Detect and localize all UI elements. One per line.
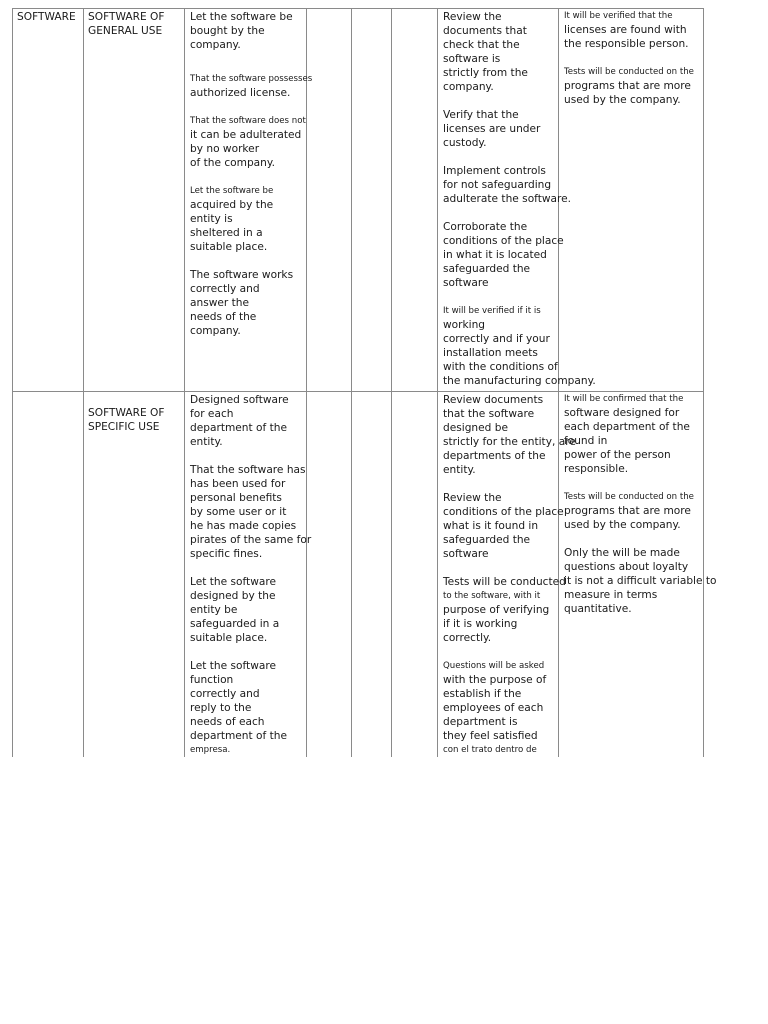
text-line: questions about loyalty (564, 561, 689, 573)
row1-category-cell (17, 10, 76, 24)
text-line: power of the person (564, 449, 671, 461)
column-divider (391, 8, 392, 757)
text-line: departments of the (443, 450, 546, 462)
row1-type-cell (88, 10, 164, 38)
text-line: company. (190, 39, 241, 51)
text-line: establish if the (443, 688, 522, 700)
text-line: designed be (443, 422, 508, 434)
row2-procedures-cell (443, 393, 576, 757)
text-line: It will be verified if it is (443, 306, 541, 316)
text-line: used by the company. (564, 94, 681, 106)
text-line: by some user or it (190, 506, 287, 518)
text-line: answer the (190, 297, 250, 309)
text-line: safeguarded the (443, 263, 531, 275)
text-line: Review the (443, 11, 502, 23)
text-line: correctly. (443, 632, 492, 644)
row1-objectives-cell (190, 10, 312, 338)
column-divider (437, 8, 438, 757)
text-line: what is it found in (443, 520, 539, 532)
text-line: Designed software (190, 394, 289, 406)
text-line: software designed for (564, 407, 680, 419)
text-line: found in (564, 435, 608, 447)
text-line: strictly from the (443, 67, 528, 79)
text-line: measure in terms (564, 589, 658, 601)
text-line: needs of the (190, 311, 257, 323)
text-line: department of the (190, 730, 288, 742)
text-line: department is (443, 716, 518, 728)
text-line: function (190, 674, 234, 686)
text-line: specific fines. (190, 548, 263, 560)
text-line: custody. (443, 137, 487, 149)
type-label-line: SOFTWARE OF (88, 11, 165, 23)
text-line: department of the (190, 422, 288, 434)
text-line: suitable place. (190, 241, 268, 253)
text-line: company. (443, 81, 494, 93)
text-line: personal benefits (190, 492, 282, 504)
row2-objectives-cell (190, 393, 311, 757)
text-line: entity is (190, 213, 233, 225)
text-line: con el trato dentro de (443, 745, 537, 755)
text-line: Corroborate the (443, 221, 528, 233)
text-line: correctly and (190, 688, 260, 700)
text-line: with the conditions of (443, 361, 558, 373)
text-line: safeguarded in a (190, 618, 280, 630)
text-line: Let the software be (190, 11, 293, 23)
text-line: licenses are found with (564, 24, 687, 36)
text-line: acquired by the (190, 199, 274, 211)
text-line: The software works (190, 269, 294, 281)
text-line: software (443, 277, 489, 289)
text-line: the manufacturing company. (443, 375, 596, 387)
text-line: correctly and (190, 283, 260, 295)
text-line: each department of the (564, 421, 690, 433)
text-line: strictly for the entity, are (443, 436, 576, 448)
text-line: It will be confirmed that the (564, 394, 684, 404)
text-line: quantitative. (564, 603, 632, 615)
blank-page-area (0, 757, 768, 1024)
type-label-line: GENERAL USE (88, 25, 163, 37)
text-line: empresa. (190, 745, 231, 755)
column-divider (351, 8, 352, 757)
text-line: conditions of the place (443, 235, 564, 247)
text-line: That the software does not (190, 116, 306, 126)
text-line: Review documents (443, 394, 544, 406)
text-line: Let the software (190, 660, 277, 672)
text-line: Let the software be (190, 186, 274, 196)
text-line: responsible. (564, 463, 629, 475)
text-line: installation meets (443, 347, 538, 359)
text-line: Implement controls (443, 165, 546, 177)
text-line: adulterate the software. (443, 193, 572, 205)
text-line: needs of each (190, 716, 265, 728)
text-line: they feel satisfied (443, 730, 538, 742)
row2-type-cell (88, 406, 164, 434)
text-line: Tests will be conducted (443, 576, 566, 588)
text-line: pirates of the same for (190, 534, 312, 546)
text-line: the responsible person. (564, 38, 689, 50)
text-line: licenses are under (443, 123, 541, 135)
text-line: Tests will be conducted on the (564, 492, 694, 502)
text-line: entity. (190, 436, 223, 448)
text-line: Let the software (190, 576, 277, 588)
text-line: safeguarded the (443, 534, 531, 546)
text-line: Verify that the (443, 109, 519, 121)
row2-verification-cell (564, 392, 717, 616)
category-label: SOFTWARE (17, 11, 76, 23)
text-line: it is not a difficult variable to (564, 575, 717, 587)
row1-verification-cell (564, 9, 694, 107)
text-line: check that the (443, 39, 520, 51)
text-line: working (443, 319, 486, 331)
text-line: software (443, 548, 489, 560)
type-label-line: SOFTWARE OF (88, 407, 165, 419)
text-line: if it is working (443, 618, 518, 630)
table-border-left (12, 8, 13, 757)
text-line: sheltered in a (190, 227, 263, 239)
text-line: programs that are more (564, 505, 691, 517)
table-border-right (703, 8, 704, 757)
text-line: purpose of verifying (443, 604, 550, 616)
text-line: suitable place. (190, 632, 268, 644)
type-label-line: SPECIFIC USE (88, 421, 160, 433)
text-line: documents that (443, 25, 527, 37)
text-line: Only the will be made (564, 547, 680, 559)
text-line: with the purpose of (443, 674, 547, 686)
text-line: employees of each (443, 702, 544, 714)
text-line: entity be (190, 604, 238, 616)
column-divider (184, 8, 185, 757)
text-line: of the company. (190, 157, 276, 169)
text-line: conditions of the place (443, 506, 564, 518)
text-line: That the software has (190, 464, 306, 476)
text-line: by no worker (190, 143, 260, 155)
text-line: software is (443, 53, 501, 65)
text-line: for not safeguarding (443, 179, 552, 191)
text-line: It will be verified that the (564, 11, 673, 21)
text-line: reply to the (190, 702, 252, 714)
text-line: Review the (443, 492, 502, 504)
text-line: it can be adulterated (190, 129, 302, 141)
text-line: Questions will be asked (443, 661, 545, 671)
text-line: designed by the (190, 590, 276, 602)
text-line: authorized license. (190, 87, 291, 99)
text-line: company. (190, 325, 241, 337)
text-line: bought by the (190, 25, 265, 37)
text-line: That the software possesses (190, 74, 313, 84)
text-line: for each (190, 408, 234, 420)
text-line: programs that are more (564, 80, 691, 92)
text-line: correctly and if your (443, 333, 550, 345)
text-line: Tests will be conducted on the (564, 67, 694, 77)
text-line: used by the company. (564, 519, 681, 531)
text-line: has been used for (190, 478, 286, 490)
column-divider (83, 8, 84, 757)
text-line: in what it is located (443, 249, 547, 261)
text-line: entity. (443, 464, 476, 476)
text-line: he has made copies (190, 520, 297, 532)
text-line: that the software (443, 408, 535, 420)
text-line: to the software, with it (443, 591, 541, 601)
